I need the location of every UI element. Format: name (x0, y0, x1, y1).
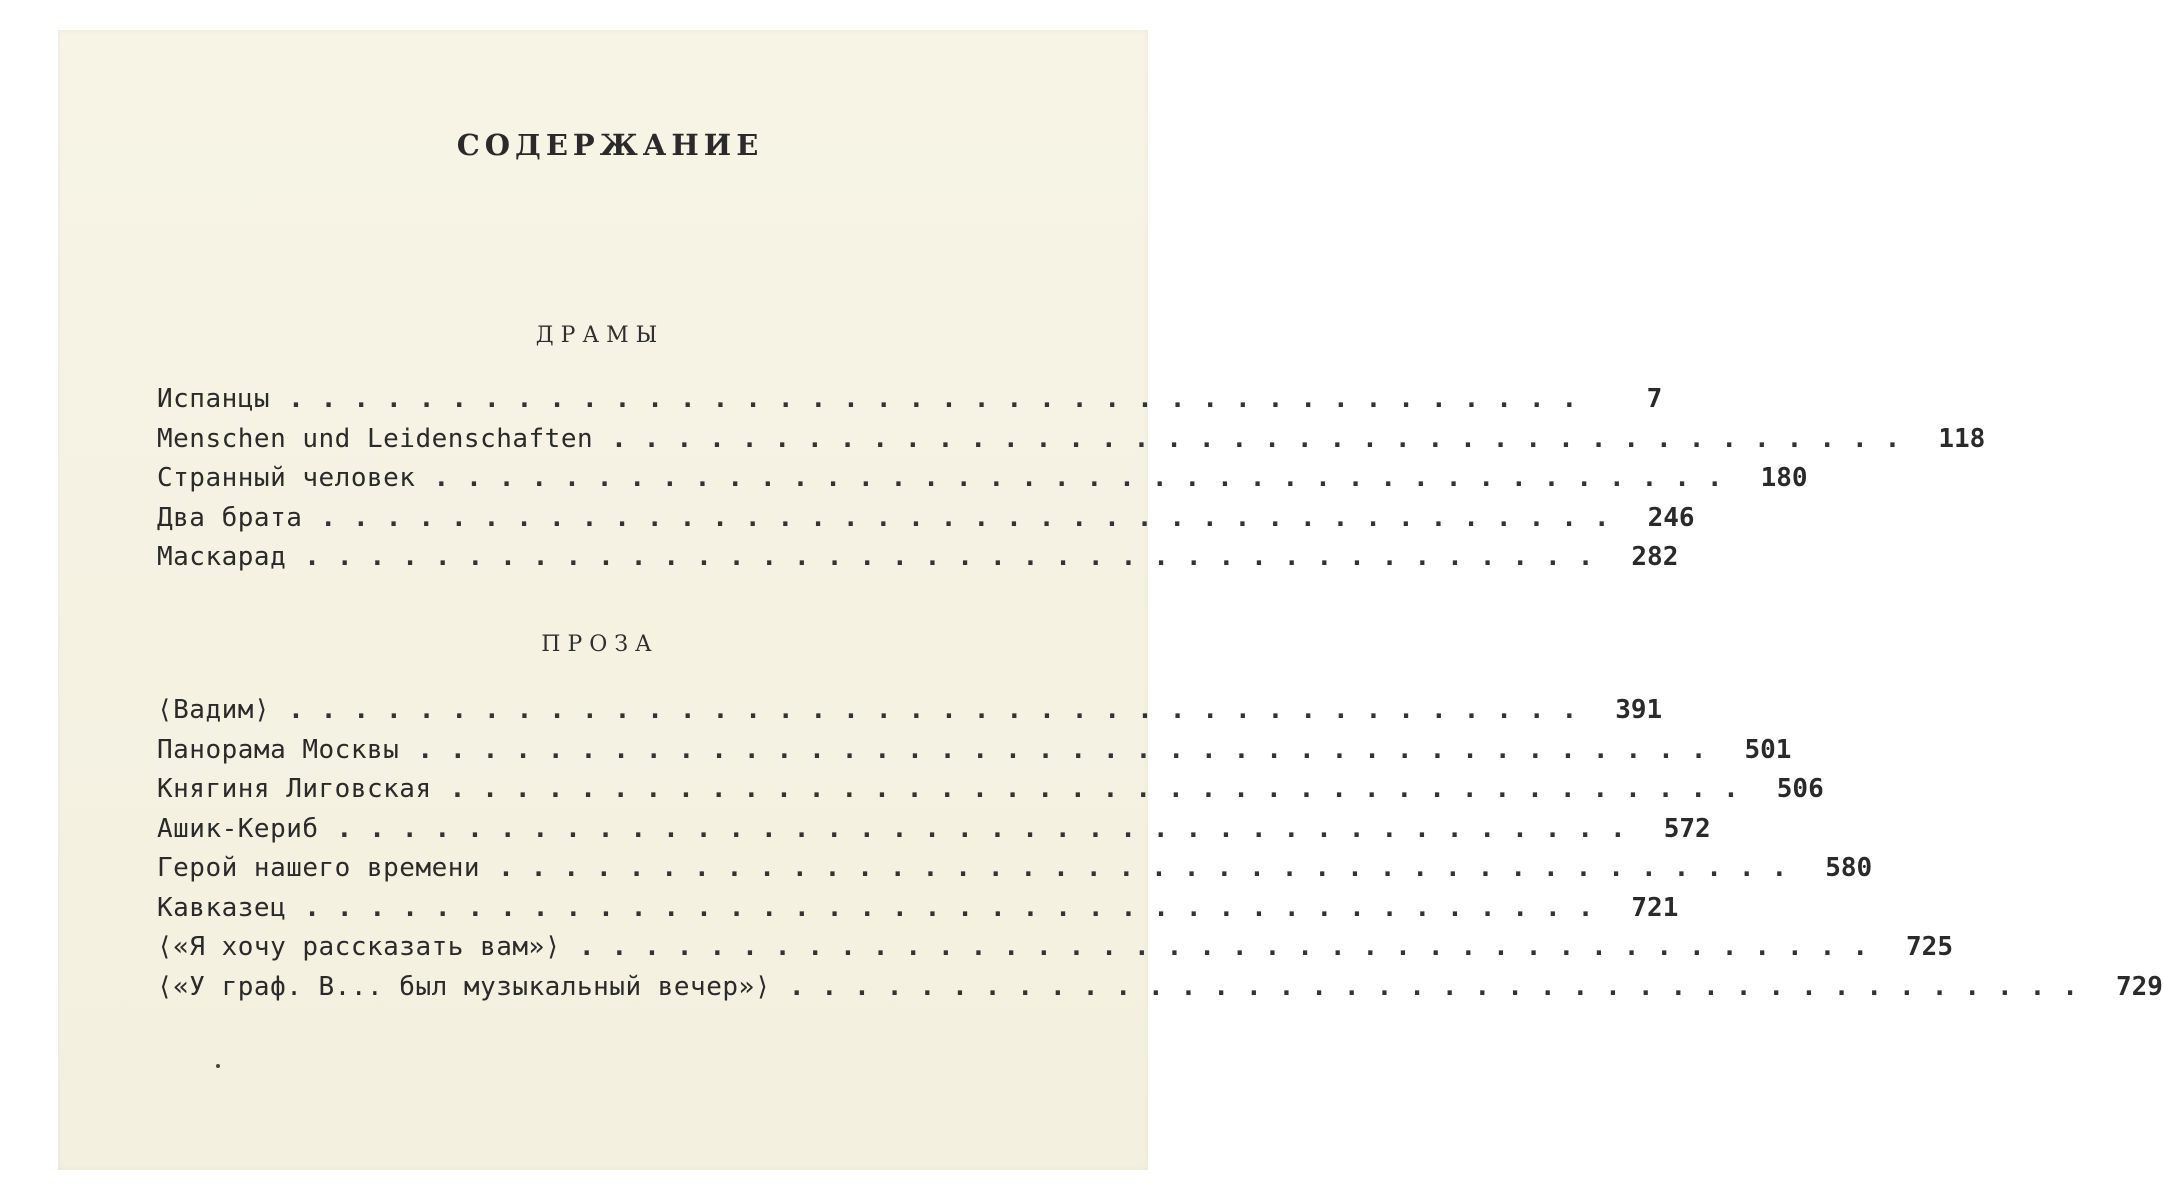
toc-entry (157, 502, 1695, 543)
dot-leader: ........................................ (578, 932, 1885, 962)
toc-entry (157, 423, 1986, 464)
page-number: 506 (1776, 774, 1824, 804)
entry-title: Странный человек (157, 463, 416, 493)
section-heading-prose: ПРОЗА (541, 632, 659, 657)
page-number: 572 (1663, 813, 1711, 844)
entry-title: Маскарад (157, 542, 287, 572)
entry-title: Кавказец (157, 892, 287, 923)
section-heading-dramas: ДРАМЫ (535, 323, 665, 348)
page-number: 118 (1938, 423, 1986, 454)
page-number: 729 (2116, 971, 2163, 1002)
toc-entry (157, 734, 1792, 775)
entry-title: Menschen und Leidenschaften (157, 423, 594, 454)
dot-leader: ........................................ (288, 384, 1595, 414)
page-number: 391 (1615, 695, 1663, 725)
toc-entry (157, 892, 1679, 933)
print-speck (216, 1064, 220, 1068)
toc-entry (157, 463, 1808, 503)
toc-entry (157, 695, 1663, 735)
dot-leader: ........................................ (304, 542, 1611, 572)
toc-entry (157, 774, 1824, 814)
toc-dramas (157, 384, 1986, 582)
entry-title: Герой нашего времени (157, 853, 481, 883)
toc-entry (157, 971, 2163, 1012)
page-number: 501 (1744, 734, 1792, 765)
toc-entry (157, 542, 1679, 582)
page-number: 721 (1631, 892, 1679, 923)
page-number: 725 (1906, 932, 1953, 962)
toc-entry (157, 813, 1711, 854)
entry-title: ⟨Вадим⟩ (157, 695, 271, 725)
toc-prose (157, 695, 2163, 1011)
toc-entry (157, 932, 1953, 972)
page-number: 7 (1646, 384, 1663, 414)
entry-title: ⟨«У граф. В... был музыкальный вечер»⟩ (157, 971, 771, 1002)
page-number: 246 (1647, 502, 1695, 533)
entry-title: Княгиня Лиговская (157, 774, 432, 804)
dot-leader: ........................................ (336, 813, 1643, 844)
dot-leader: ........................................ (449, 774, 1756, 804)
dot-leader: ........................................ (320, 502, 1627, 533)
entry-title: Два брата (157, 502, 303, 533)
dot-leader: ........................................ (611, 423, 1918, 454)
dot-leader: ........................................ (304, 892, 1611, 923)
page-title: СОДЕРЖАНИЕ (456, 128, 764, 162)
page-number: 180 (1760, 463, 1808, 493)
dot-leader: ........................................ (433, 463, 1740, 493)
entry-title: ⟨«Я хочу рассказать вам»⟩ (157, 932, 561, 962)
dot-leader: ........................................ (288, 695, 1595, 725)
toc-entry (157, 853, 1873, 893)
toc-entry (157, 384, 1663, 424)
entry-title: Панорама Москвы (157, 734, 400, 765)
dot-leader: ........................................ (788, 971, 2095, 1002)
dot-leader: ........................................ (417, 734, 1724, 765)
page-number: 580 (1825, 853, 1873, 883)
page-number: 282 (1631, 542, 1679, 572)
dot-leader: ........................................ (498, 853, 1805, 883)
entry-title: Испанцы (157, 384, 271, 414)
entry-title: Ашик-Кериб (157, 813, 319, 844)
